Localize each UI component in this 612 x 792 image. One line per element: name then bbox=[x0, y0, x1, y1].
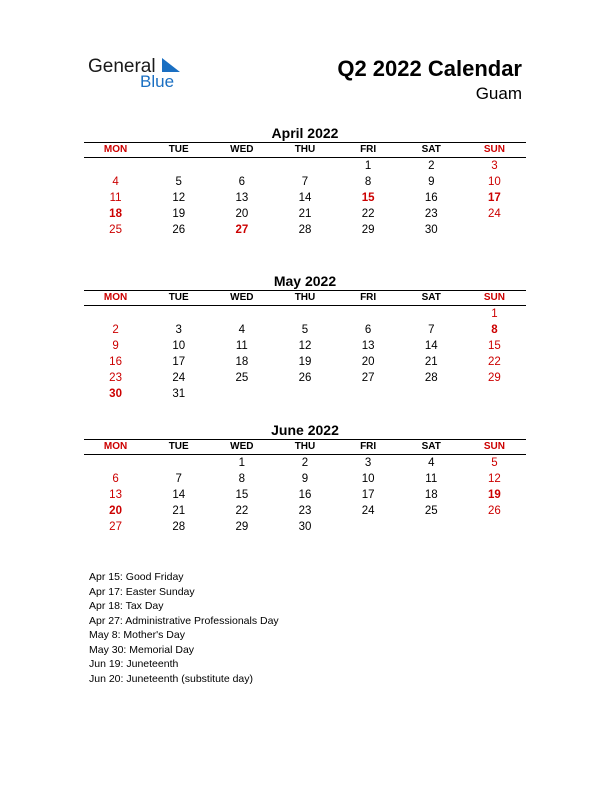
day-cell: 27 bbox=[235, 224, 249, 236]
day-cell: 12 bbox=[298, 340, 312, 352]
weekday-sat: SAT bbox=[421, 441, 441, 452]
day-cell: 27 bbox=[361, 372, 375, 384]
day-cell: 31 bbox=[172, 388, 186, 400]
day-cell: 27 bbox=[109, 521, 122, 533]
holiday-note: Jun 20: Juneteenth (substitute day) bbox=[89, 672, 254, 685]
month-may bbox=[84, 272, 526, 402]
day-cell: 5 bbox=[301, 324, 309, 336]
day-cell: 19 bbox=[298, 356, 312, 368]
weekday-thu: THU bbox=[294, 144, 316, 155]
weekday-sun: SUN bbox=[483, 292, 505, 303]
day-cell: 19 bbox=[172, 208, 186, 220]
weekday-fri: FRI bbox=[360, 292, 377, 303]
day-cell: 11 bbox=[235, 340, 248, 352]
holiday-note: Apr 15: Good Friday bbox=[89, 571, 184, 583]
weekday-sun: SUN bbox=[483, 144, 505, 155]
day-cell: 16 bbox=[424, 192, 438, 204]
day-cell: 5 bbox=[175, 176, 182, 188]
day-cell: 3 bbox=[364, 457, 372, 469]
week-row bbox=[84, 370, 526, 386]
day-cell: 19 bbox=[488, 489, 501, 501]
holiday-notes bbox=[89, 570, 279, 686]
week-row bbox=[84, 455, 526, 471]
day-cell: 26 bbox=[172, 224, 186, 236]
weekday-header bbox=[84, 439, 526, 455]
day-cell: 12 bbox=[172, 192, 186, 204]
day-cell: 4 bbox=[112, 176, 119, 188]
day-cell bbox=[147, 158, 210, 174]
weekday-header bbox=[84, 142, 526, 158]
weekday-sat: SAT bbox=[421, 292, 441, 303]
week-row bbox=[84, 471, 526, 487]
day-cell: 3 bbox=[175, 324, 182, 336]
day-cell: 29 bbox=[488, 372, 501, 384]
day-cell: 1 bbox=[491, 308, 498, 320]
day-cell: 9 bbox=[428, 176, 435, 188]
day-cell bbox=[210, 158, 273, 174]
page-title: Q2 2022 Calendar bbox=[337, 56, 522, 81]
day-cell: 2 bbox=[301, 457, 309, 469]
page-subtitle: Guam bbox=[475, 84, 522, 103]
day-cell: 28 bbox=[298, 224, 312, 236]
day-cell: 18 bbox=[424, 489, 438, 501]
month-title: June 2022 bbox=[271, 422, 339, 438]
day-cell bbox=[337, 306, 400, 322]
day-cell: 13 bbox=[361, 340, 375, 352]
day-cell: 25 bbox=[424, 505, 438, 517]
month-title: April 2022 bbox=[271, 125, 339, 141]
day-cell bbox=[273, 386, 336, 402]
week-row bbox=[84, 222, 526, 238]
day-cell: 14 bbox=[424, 340, 438, 352]
day-cell: 9 bbox=[301, 473, 309, 485]
day-cell: 20 bbox=[109, 505, 122, 517]
day-cell bbox=[337, 519, 400, 535]
day-cell: 4 bbox=[428, 457, 435, 469]
day-cell: 8 bbox=[364, 176, 372, 188]
day-cell: 17 bbox=[172, 356, 186, 368]
day-cell bbox=[210, 386, 273, 402]
day-cell bbox=[400, 306, 463, 322]
holiday-note: May 30: Memorial Day bbox=[89, 643, 195, 656]
logo-blue-text: Blue bbox=[140, 72, 175, 91]
week-row bbox=[84, 158, 526, 174]
day-cell: 10 bbox=[488, 176, 501, 188]
weekday-thu: THU bbox=[294, 292, 316, 303]
day-cell: 18 bbox=[109, 208, 122, 220]
day-cell bbox=[273, 306, 336, 322]
week-row bbox=[84, 322, 526, 338]
day-cell: 21 bbox=[298, 208, 312, 220]
day-cell: 7 bbox=[175, 473, 182, 485]
day-cell: 30 bbox=[109, 388, 122, 400]
day-cell: 13 bbox=[235, 192, 249, 204]
day-cell: 28 bbox=[424, 372, 438, 384]
weekday-mon: MON bbox=[103, 441, 128, 452]
day-cell bbox=[84, 455, 147, 471]
day-cell: 22 bbox=[361, 208, 375, 220]
day-cell: 24 bbox=[172, 372, 186, 384]
day-cell: 16 bbox=[298, 489, 312, 501]
week-row bbox=[84, 354, 526, 370]
day-cell bbox=[84, 306, 147, 322]
day-cell: 28 bbox=[172, 521, 186, 533]
day-cell: 23 bbox=[424, 208, 438, 220]
day-cell: 15 bbox=[488, 340, 501, 352]
day-cell: 7 bbox=[428, 324, 435, 336]
weekday-wed: WED bbox=[230, 441, 254, 452]
day-cell: 11 bbox=[425, 473, 438, 485]
day-cell: 17 bbox=[488, 192, 501, 204]
holiday-note: Apr 17: Easter Sunday bbox=[89, 585, 195, 598]
weekday-mon: MON bbox=[103, 144, 128, 155]
day-cell bbox=[463, 222, 526, 238]
weekday-wed: WED bbox=[230, 292, 254, 303]
week-row bbox=[84, 503, 526, 519]
day-cell: 6 bbox=[112, 473, 119, 485]
day-cell: 14 bbox=[172, 489, 186, 501]
day-cell: 29 bbox=[361, 224, 375, 236]
weekday-header bbox=[84, 290, 526, 306]
day-cell: 9 bbox=[112, 340, 119, 352]
day-cell: 30 bbox=[298, 521, 312, 533]
day-cell: 15 bbox=[361, 192, 375, 204]
day-cell bbox=[84, 158, 147, 174]
holiday-note: Jun 19: Juneteenth bbox=[89, 658, 179, 670]
day-cell: 18 bbox=[235, 356, 249, 368]
week-row bbox=[84, 487, 526, 503]
day-cell: 13 bbox=[109, 489, 122, 501]
week-row bbox=[84, 174, 526, 190]
month-april bbox=[84, 124, 526, 238]
day-cell: 8 bbox=[238, 473, 246, 485]
holiday-note: Apr 18: Tax Day bbox=[89, 600, 164, 612]
week-row bbox=[84, 386, 526, 402]
day-cell: 25 bbox=[109, 224, 122, 236]
weekday-tue: TUE bbox=[168, 144, 189, 155]
day-cell: 4 bbox=[238, 324, 246, 336]
month-june bbox=[84, 421, 526, 535]
day-cell: 26 bbox=[488, 505, 501, 517]
day-cell: 1 bbox=[238, 457, 246, 469]
month-title: May 2022 bbox=[273, 273, 337, 289]
day-cell: 15 bbox=[235, 489, 249, 501]
weekday-tue: TUE bbox=[168, 292, 189, 303]
weekday-fri: FRI bbox=[360, 144, 377, 155]
day-cell: 26 bbox=[298, 372, 312, 384]
week-row bbox=[84, 519, 526, 535]
day-cell bbox=[147, 306, 210, 322]
day-cell bbox=[337, 386, 400, 402]
day-cell: 21 bbox=[172, 505, 186, 517]
day-cell: 6 bbox=[238, 176, 246, 188]
weekday-wed: WED bbox=[230, 144, 254, 155]
day-cell: 24 bbox=[361, 505, 375, 517]
day-cell: 8 bbox=[491, 324, 498, 336]
weekday-sun: SUN bbox=[483, 441, 505, 452]
holiday-note: May 8: Mother's Day bbox=[89, 629, 185, 641]
day-cell bbox=[463, 386, 526, 402]
day-cell: 24 bbox=[488, 208, 501, 220]
week-row bbox=[84, 206, 526, 222]
day-cell: 10 bbox=[361, 473, 375, 485]
day-cell: 10 bbox=[172, 340, 186, 352]
day-cell: 3 bbox=[491, 160, 498, 172]
day-cell: 1 bbox=[364, 160, 372, 172]
day-cell: 14 bbox=[298, 192, 312, 204]
day-cell: 2 bbox=[428, 160, 435, 172]
day-cell: 7 bbox=[301, 176, 309, 188]
holiday-note: Apr 27: Administrative Professionals Day bbox=[89, 614, 279, 627]
weekday-thu: THU bbox=[294, 441, 316, 452]
day-cell bbox=[273, 158, 336, 174]
day-cell: 22 bbox=[488, 356, 501, 368]
day-cell: 20 bbox=[361, 356, 375, 368]
day-cell: 6 bbox=[364, 324, 372, 336]
day-cell: 29 bbox=[235, 521, 249, 533]
day-cell bbox=[147, 455, 210, 471]
day-cell: 16 bbox=[109, 356, 122, 368]
logo-general-text: General bbox=[88, 56, 156, 77]
day-cell: 23 bbox=[298, 505, 312, 517]
weekday-tue: TUE bbox=[168, 441, 189, 452]
day-cell bbox=[400, 386, 463, 402]
weekday-mon: MON bbox=[103, 292, 128, 303]
day-cell: 20 bbox=[235, 208, 249, 220]
week-row bbox=[84, 190, 526, 206]
week-row bbox=[84, 306, 526, 322]
day-cell bbox=[463, 519, 526, 535]
day-cell: 17 bbox=[361, 489, 375, 501]
day-cell: 23 bbox=[109, 372, 122, 384]
week-row bbox=[84, 338, 526, 354]
weekday-sat: SAT bbox=[421, 144, 441, 155]
day-cell: 25 bbox=[235, 372, 249, 384]
day-cell bbox=[400, 519, 463, 535]
day-cell: 11 bbox=[109, 192, 122, 204]
day-cell: 21 bbox=[424, 356, 438, 368]
logo bbox=[88, 56, 198, 96]
day-cell: 30 bbox=[424, 224, 438, 236]
day-cell: 5 bbox=[491, 457, 498, 469]
weekday-fri: FRI bbox=[360, 441, 377, 452]
day-cell bbox=[210, 306, 273, 322]
logo-flag-icon bbox=[160, 58, 180, 74]
day-cell: 22 bbox=[235, 505, 249, 517]
day-cell: 2 bbox=[112, 324, 119, 336]
day-cell: 12 bbox=[488, 473, 501, 485]
